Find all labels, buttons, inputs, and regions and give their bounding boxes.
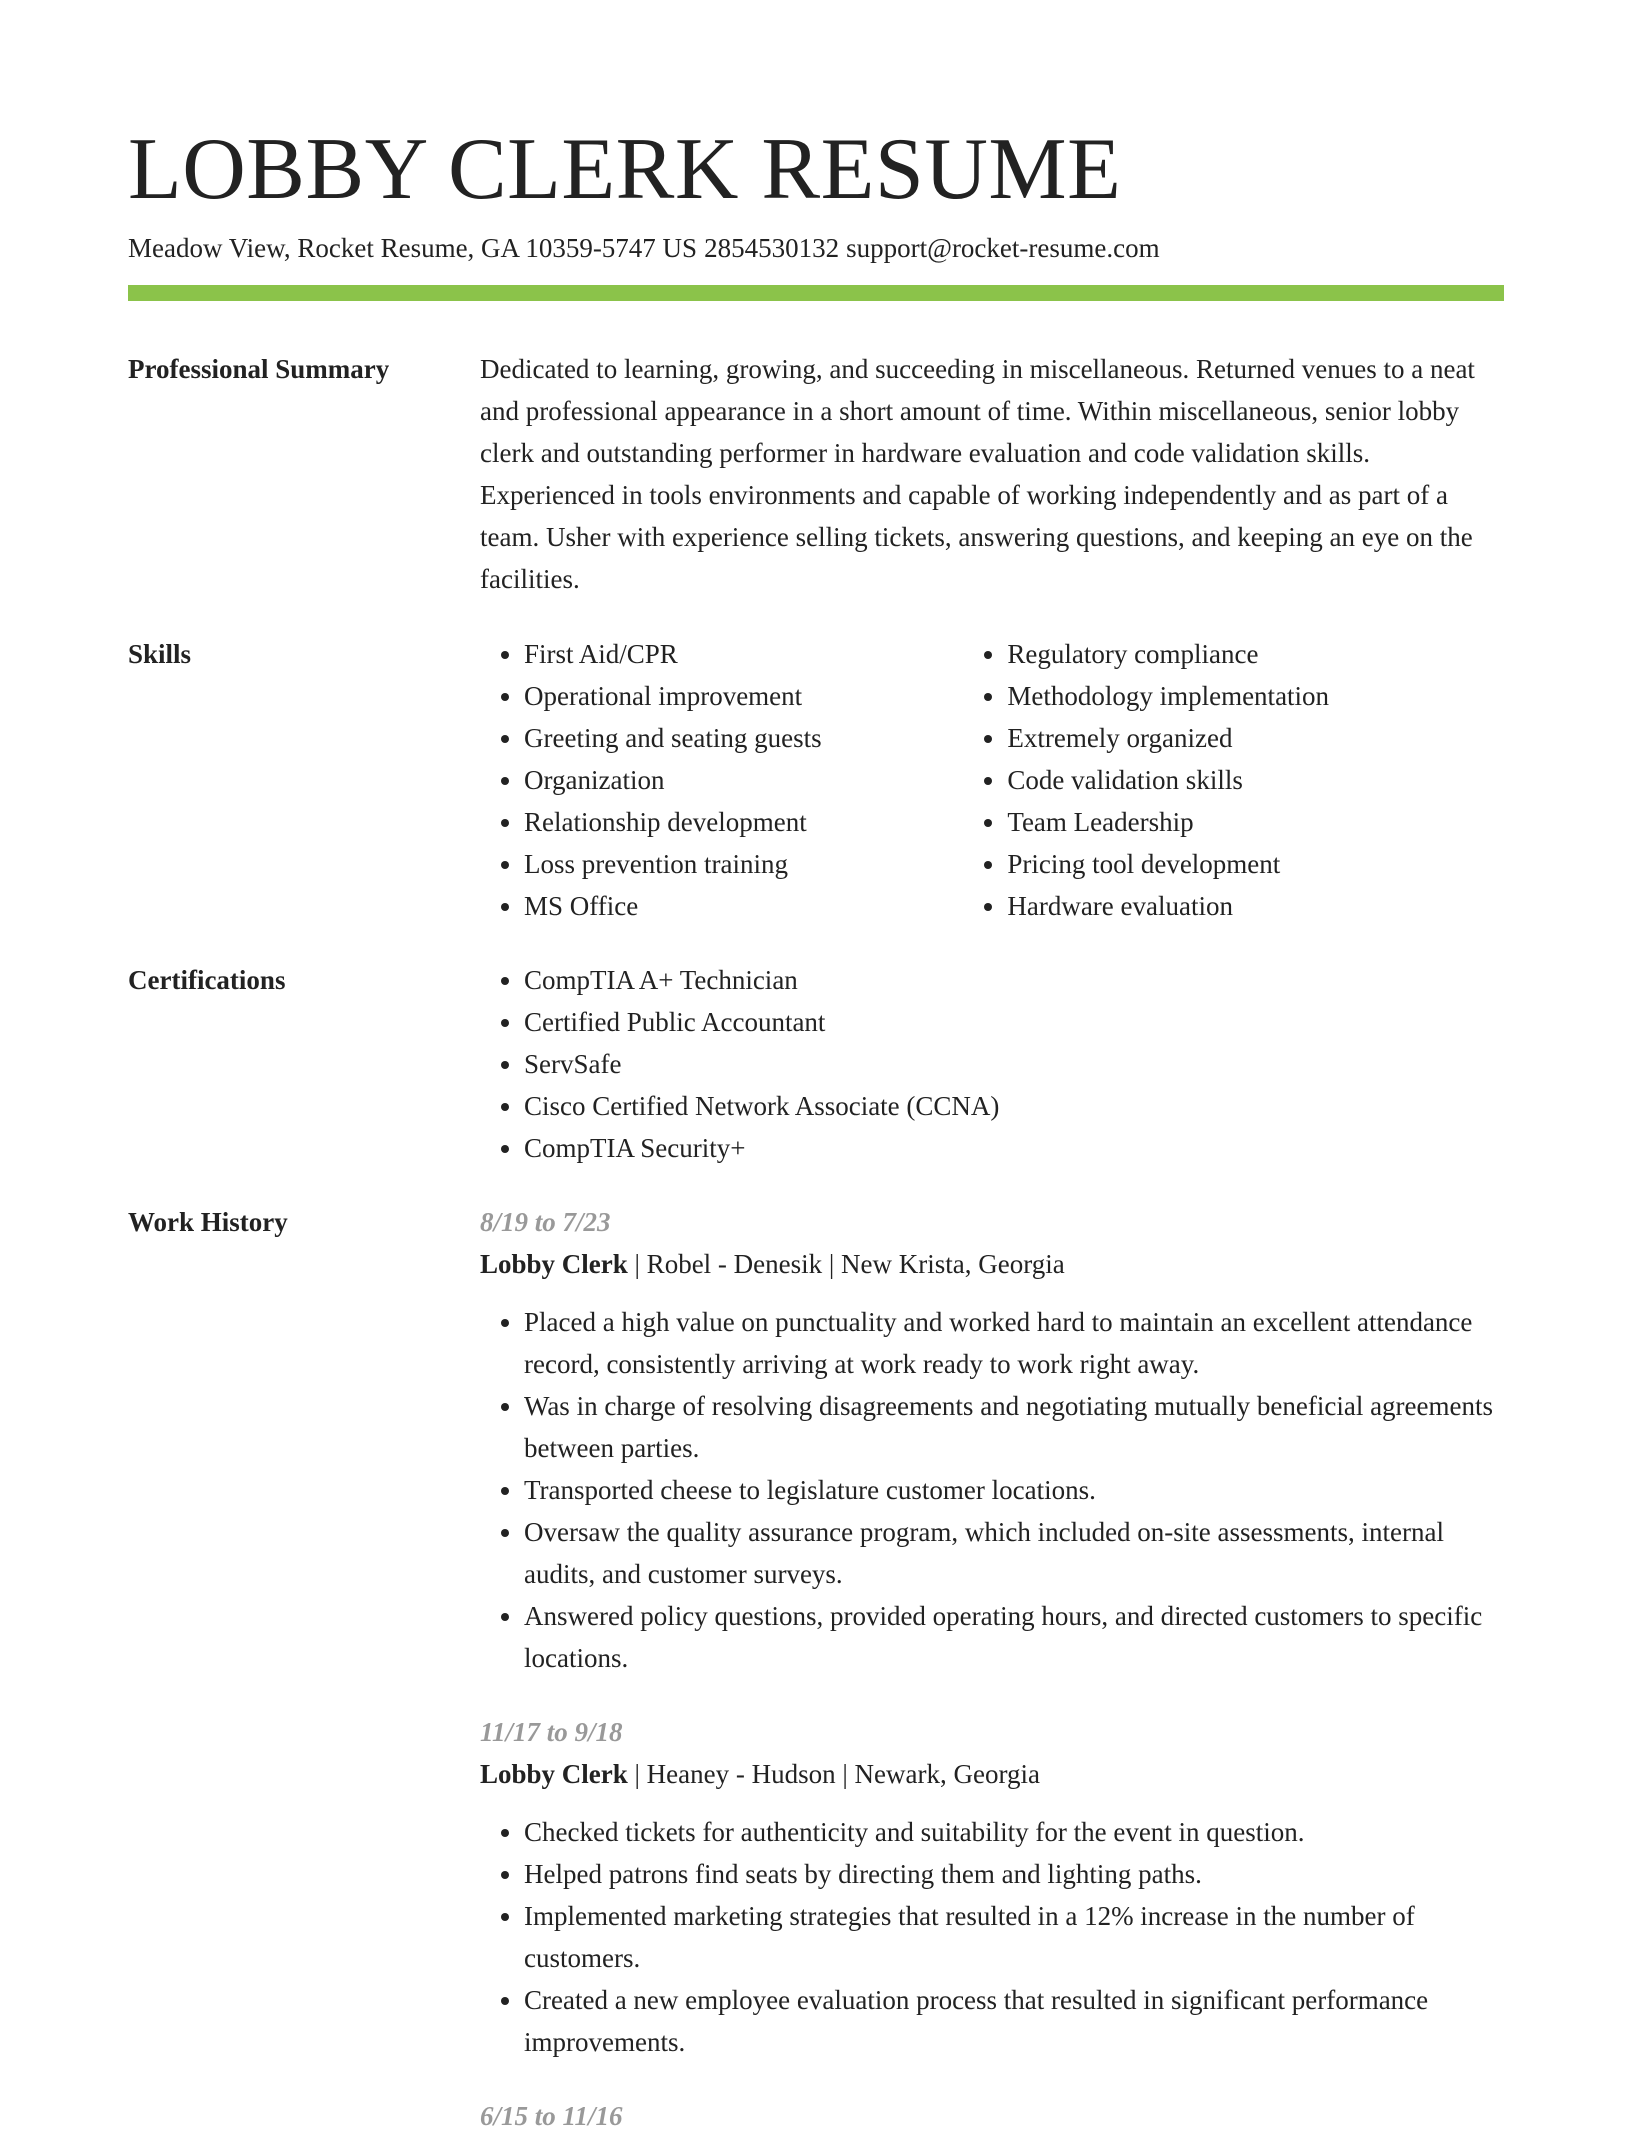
job-title-line: [480, 1753, 1504, 1795]
work-history-label: Work History: [128, 1207, 288, 1237]
job-bullet: • Implemented marketing strategies that resulted in a 12% increase in the number of customers.: [524, 1895, 1504, 1979]
skill-item: • Regulatory compliance: [1007, 633, 1504, 675]
job-bullet: • Helped patrons find seats by directing them and lighting paths.: [524, 1853, 1504, 1895]
job-entry: [480, 1711, 1504, 2063]
summary-label: Professional Summary: [128, 354, 390, 384]
certifications-list: [480, 959, 1504, 1169]
header-divider: [128, 285, 1504, 301]
resume-title: LOBBY CLERK RESUME: [128, 121, 1122, 218]
skill-item: • First Aid/CPR: [524, 633, 963, 675]
skill-item: • Operational improvement: [524, 675, 963, 717]
skill-item: • Pricing tool development: [1007, 843, 1504, 885]
skill-item: • Team Leadership: [1007, 801, 1504, 843]
job-bullet: • Placed a high value on punctuality and worked hard to maintain an excellent attendance record, consistently arriving at work ready to work right away.: [524, 1301, 1504, 1385]
job-role: Lobby Clerk: [480, 1759, 628, 1789]
skills-list-right: [963, 633, 1504, 927]
job-bullets: [480, 1301, 1504, 1679]
job-dates: 11/17 to 9/18: [480, 1717, 623, 1747]
job-bullet: • Created a new employee evaluation process that resulted in significant performance improvements.: [524, 1979, 1504, 2063]
skills-columns: [480, 633, 1504, 927]
job-entry: [480, 1201, 1504, 1679]
job-bullet: • Checked tickets for authenticity and suitability for the event in question.: [524, 1811, 1504, 1853]
summary-text: Dedicated to learning, growing, and succeeding in miscellaneous. Returned venues to a neat and professional appearance in a short amount of time. Within miscellaneous, senior lobby clerk and outstanding performer in hardware evaluation and code validation skills. Experienced in tools environments and capable of working independently and as part of a team. Usher with experience selling tickets, answering questions, and keeping an eye on the facilities.: [480, 354, 1475, 594]
job-dates: 8/19 to 7/23: [480, 1207, 611, 1237]
job-dates: 6/15 to 11/16: [480, 2101, 623, 2131]
skills-list-left: [480, 633, 963, 927]
contact-address: Meadow View, Rocket Resume, GA 10359-5747 US: [128, 233, 698, 263]
contact-line: [128, 230, 1160, 266]
certifications-body: [480, 959, 1504, 1169]
skill-item: • Relationship development: [524, 801, 963, 843]
skill-item: • Code validation skills: [1007, 759, 1504, 801]
contact-phone: 2854530132: [704, 233, 840, 263]
work-history-body: [480, 1201, 1504, 2137]
job-entry: [480, 2095, 1504, 2137]
skill-item: • Methodology implementation: [1007, 675, 1504, 717]
certification-item: • ServSafe: [524, 1043, 1504, 1085]
job-bullets: [480, 1811, 1504, 2063]
contact-email: support@rocket-resume.com: [846, 233, 1160, 263]
skill-item: • MS Office: [524, 885, 963, 927]
job-bullet: • Was in charge of resolving disagreements and negotiating mutually beneficial agreements between parties.: [524, 1385, 1504, 1469]
skill-item: • Greeting and seating guests: [524, 717, 963, 759]
job-title-line: [480, 1243, 1504, 1285]
certification-item: • CompTIA A+ Technician: [524, 959, 1504, 1001]
job-details: | Robel - Denesik | New Krista, Georgia: [627, 1249, 1065, 1279]
certification-item: • CompTIA Security+: [524, 1127, 1504, 1169]
job-role: Lobby Clerk: [480, 1249, 628, 1279]
skills-body: [480, 633, 1504, 927]
job-bullet: • Oversaw the quality assurance program, which included on-site assessments, internal audits, and customer surveys.: [524, 1511, 1504, 1595]
skill-item: • Loss prevention training: [524, 843, 963, 885]
skill-item: • Extremely organized: [1007, 717, 1504, 759]
job-bullet: • Answered policy questions, provided operating hours, and directed customers to specific locations.: [524, 1595, 1504, 1679]
job-details: | Heaney - Hudson | Newark, Georgia: [627, 1759, 1040, 1789]
certification-item: • Certified Public Accountant: [524, 1001, 1504, 1043]
skills-label: Skills: [128, 639, 192, 669]
skill-item: • Organization: [524, 759, 963, 801]
summary-body: [480, 348, 1504, 600]
job-bullet: • Transported cheese to legislature customer locations.: [524, 1469, 1504, 1511]
certification-item: • Cisco Certified Network Associate (CCNA): [524, 1085, 1504, 1127]
skill-item: • Hardware evaluation: [1007, 885, 1504, 927]
certifications-label: Certifications: [128, 965, 286, 995]
